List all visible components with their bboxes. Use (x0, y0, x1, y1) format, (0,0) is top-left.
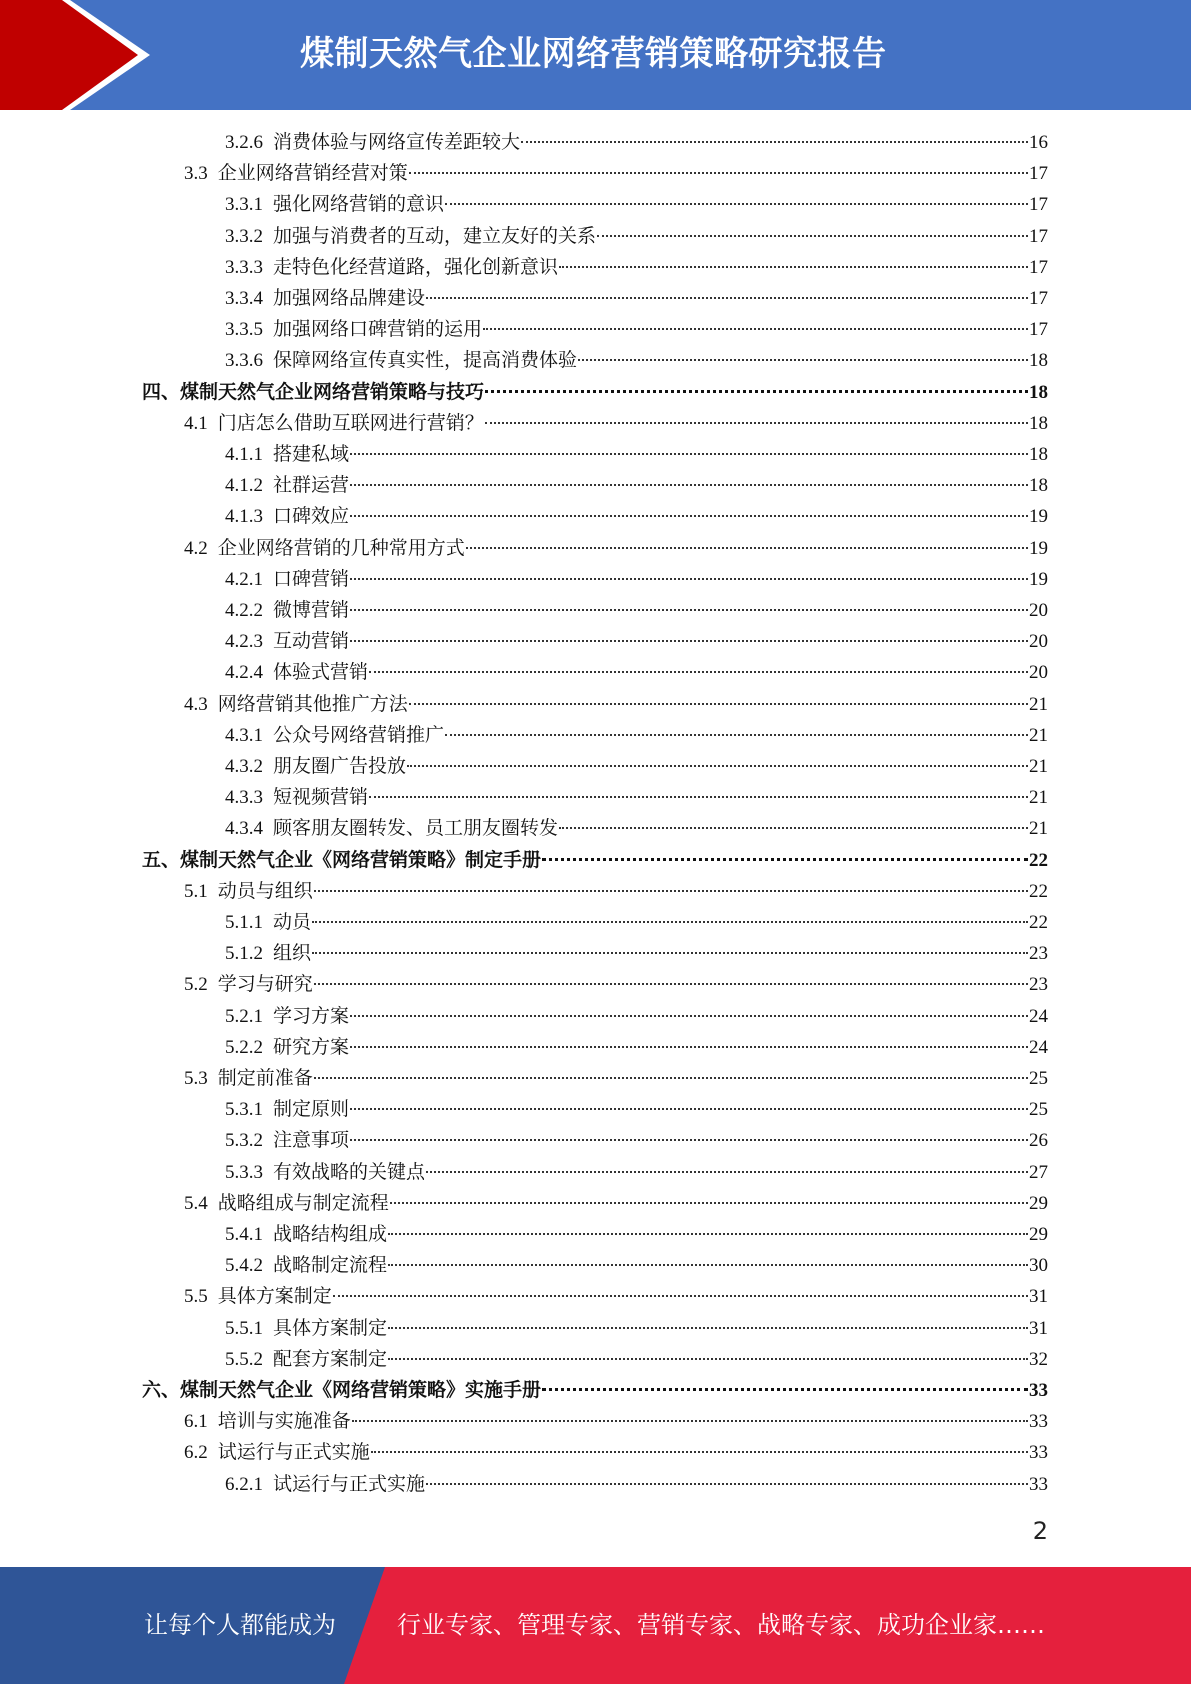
toc-entry-title: 口碑效应 (273, 506, 350, 528)
toc-entry[interactable] (184, 1437, 1048, 1468)
toc-entry-number: 4.1.1 (225, 444, 263, 465)
toc-entry[interactable] (184, 1063, 1048, 1094)
toc-entry-title: 五、煤制天然气企业《网络营销策略》制定手册 (142, 849, 542, 871)
toc-entry-number: 3.2.6 (225, 132, 263, 153)
toc-entry-page: 17 (1029, 225, 1048, 247)
toc-entry-page: 21 (1029, 724, 1048, 746)
toc-entry-page: 18 (1029, 444, 1048, 465)
toc-entry[interactable] (225, 1313, 1048, 1344)
footer-slogan-right: 行业专家、管理专家、营销专家、战略专家、成功企业家…… (397, 1611, 1045, 1639)
toc-entry-number: 5.4.1 (225, 1224, 263, 1245)
toc-entry[interactable] (225, 252, 1048, 283)
toc-entry-title: 社群运营 (273, 475, 350, 497)
toc-entry-title: 企业网络营销经营对策 (217, 163, 408, 185)
page-footer (0, 1567, 1191, 1684)
toc-entry-title: 消费体验与网络宣传差距较大 (273, 132, 521, 153)
toc-dot-leader (350, 1045, 1028, 1048)
toc-entry-page: 25 (1029, 1068, 1048, 1089)
toc-entry-number: 4.3.2 (225, 756, 263, 777)
toc-entry-number: 5.3 (184, 1068, 208, 1089)
header-arrow-decoration (0, 0, 150, 110)
toc-entry[interactable] (184, 1188, 1048, 1219)
toc-entry[interactable] (225, 751, 1048, 782)
toc-entry-number: 5.3.3 (225, 1161, 263, 1183)
toc-entry-number: 5.2.2 (225, 1036, 263, 1058)
toc-entry-title: 门店怎么借助互联网进行营销？ (217, 412, 484, 434)
toc-entry-title: 具体方案制定 (273, 1317, 388, 1339)
toc-entry[interactable] (225, 1032, 1048, 1063)
toc-entry-title: 有效战略的关键点 (273, 1161, 426, 1183)
toc-entry[interactable] (225, 1125, 1048, 1156)
toc-dot-leader (445, 733, 1028, 736)
toc-entry-title: 注意事项 (273, 1130, 350, 1152)
toc-entry-number: 3.3.2 (225, 225, 263, 247)
toc-entry-title: 试运行与正式实施 (273, 1473, 426, 1495)
toc-entry-page: 30 (1029, 1255, 1048, 1277)
toc-entry-page: 20 (1029, 600, 1048, 621)
toc-entry-page: 23 (1029, 943, 1048, 965)
toc-dot-leader (559, 826, 1028, 829)
toc-entry-page: 29 (1029, 1192, 1048, 1214)
toc-entry-number: 5.4 (184, 1192, 208, 1214)
toc-entry-page: 17 (1029, 319, 1048, 341)
toc-entry-number: 4.2.1 (225, 568, 263, 590)
toc-dot-leader (485, 421, 1028, 424)
toc-entry-page: 31 (1029, 1286, 1048, 1308)
toc-entry[interactable] (225, 626, 1048, 657)
toc-dot-leader (350, 483, 1028, 486)
toc-entry-title: 战略组成与制定流程 (217, 1192, 389, 1214)
footer-slogan-left: 让每个人都能成为 (144, 1611, 336, 1639)
toc-entry-title: 微博营销 (273, 600, 350, 621)
toc-entry[interactable] (225, 501, 1048, 532)
toc-dot-leader (314, 982, 1028, 985)
toc-entry-page: 33 (1029, 1411, 1048, 1433)
toc-entry-page: 16 (1029, 132, 1048, 153)
toc-entry-title: 加强与消费者的互动，建立友好的关系 (273, 225, 597, 247)
toc-entry-page: 33 (1029, 1473, 1048, 1495)
toc-dot-leader (369, 670, 1028, 673)
toc-entry-page: 20 (1029, 662, 1048, 684)
toc-dot-leader (409, 171, 1028, 174)
toc-entry-number: 4.3.3 (225, 787, 263, 809)
toc-entry-title: 口碑营销 (273, 568, 350, 590)
toc-entry-page: 22 (1029, 849, 1048, 871)
toc-dot-leader (371, 1450, 1028, 1453)
toc-dot-leader (521, 140, 1028, 143)
toc-dot-leader (483, 327, 1028, 330)
toc-entry-page: 25 (1029, 1099, 1048, 1121)
report-title: 煤制天然气企业网络营销策略研究报告 (300, 34, 887, 74)
toc-dot-leader (314, 889, 1028, 892)
toc-entry-number: 4.1 (184, 412, 208, 434)
toc-entry-title: 公众号网络营销推广 (273, 724, 445, 746)
toc-dot-leader (559, 265, 1028, 268)
toc-entry[interactable] (225, 1219, 1048, 1250)
toc-entry[interactable] (225, 595, 1048, 626)
toc-entry-number: 3.3.5 (225, 319, 263, 341)
toc-dot-leader (542, 1387, 1028, 1391)
toc-entry-number: 4.1.3 (225, 506, 263, 528)
toc-entry-title: 顾客朋友圈转发、员工朋友圈转发 (273, 818, 559, 840)
toc-entry-title: 研究方案 (273, 1036, 350, 1058)
toc-dot-leader (388, 1263, 1028, 1266)
toc-entry[interactable] (225, 1094, 1048, 1125)
toc-entry-title: 走特色化经营道路，强化创新意识 (273, 256, 559, 278)
toc-entry-page: 17 (1029, 288, 1048, 309)
toc-entry-title: 战略结构组成 (273, 1224, 388, 1245)
toc-entry-number: 6.2 (184, 1442, 208, 1464)
toc-entry[interactable] (225, 470, 1048, 501)
toc-entry-title: 动员 (273, 912, 312, 933)
toc-entry-number: 3.3.1 (225, 194, 263, 216)
toc-dot-leader (350, 1107, 1028, 1110)
toc-entry-title: 搭建私域 (273, 444, 350, 465)
toc-entry[interactable] (225, 1001, 1048, 1032)
toc-entry-title: 学习方案 (273, 1005, 350, 1027)
toc-entry-title: 体验式营销 (273, 662, 369, 684)
toc-entry-page: 22 (1029, 912, 1048, 933)
toc-entry-number: 6.2.1 (225, 1473, 263, 1495)
toc-entry[interactable] (225, 1157, 1048, 1188)
toc-entry-page: 19 (1029, 506, 1048, 528)
toc-dot-leader (350, 514, 1028, 517)
toc-dot-leader (333, 1294, 1028, 1297)
toc-entry-number: 4.2.2 (225, 600, 263, 621)
toc-entry-page: 21 (1029, 693, 1048, 715)
toc-entry[interactable] (184, 689, 1048, 720)
toc-entry-page: 23 (1029, 974, 1048, 996)
toc-entry[interactable] (142, 1375, 1048, 1406)
toc-dot-leader (426, 296, 1028, 299)
toc-dot-leader (485, 389, 1028, 393)
toc-entry-number: 5.4.2 (225, 1255, 263, 1277)
toc-entry[interactable] (184, 969, 1048, 1000)
toc-entry-page: 32 (1029, 1348, 1048, 1370)
toc-dot-leader (445, 202, 1028, 205)
toc-dot-leader (314, 1076, 1028, 1079)
toc-entry-title: 动员与组织 (217, 880, 313, 902)
toc-entry[interactable] (225, 938, 1048, 969)
toc-entry-title: 四、煤制天然气企业网络营销策略与技巧 (142, 381, 485, 403)
toc-entry-title: 具体方案制定 (217, 1286, 332, 1308)
toc-entry-title: 加强网络口碑营销的运用 (273, 319, 483, 341)
toc-entry-number: 4.1.2 (225, 475, 263, 497)
toc-dot-leader (350, 577, 1028, 580)
toc-dot-leader (388, 1357, 1028, 1360)
toc-entry-page: 24 (1029, 1036, 1048, 1058)
toc-entry[interactable] (225, 127, 1048, 158)
toc-entry-title: 保障网络宣传真实性，提高消费体验 (273, 350, 578, 372)
toc-entry-number: 3.3.6 (225, 350, 263, 372)
toc-entry[interactable] (184, 1281, 1048, 1312)
toc-dot-leader (350, 452, 1028, 455)
toc-entry-page: 18 (1029, 350, 1048, 372)
toc-entry-title: 培训与实施准备 (217, 1411, 351, 1433)
toc-entry-title: 互动营销 (273, 631, 350, 653)
toc-dot-leader (312, 951, 1028, 954)
toc-entry[interactable] (225, 813, 1048, 844)
toc-entry[interactable] (225, 439, 1048, 470)
toc-dot-leader (369, 795, 1028, 798)
toc-entry-number: 5.5.2 (225, 1348, 263, 1370)
toc-dot-leader (426, 1170, 1028, 1173)
toc-dot-leader (350, 1138, 1028, 1141)
toc-dot-leader (409, 702, 1028, 705)
toc-entry[interactable] (225, 564, 1048, 595)
toc-entry-page: 21 (1029, 756, 1048, 777)
toc-entry[interactable] (225, 1344, 1048, 1375)
toc-dot-leader (350, 608, 1028, 611)
toc-entry[interactable] (225, 907, 1048, 938)
toc-entry-number: 4.3.1 (225, 724, 263, 746)
toc-dot-leader (426, 1482, 1028, 1485)
toc-entry-page: 17 (1029, 256, 1048, 278)
toc-entry-page: 27 (1029, 1161, 1048, 1183)
toc-entry[interactable] (184, 158, 1048, 189)
toc-entry[interactable] (184, 533, 1048, 564)
toc-entry-title: 制定前准备 (217, 1068, 313, 1089)
toc-entry-page: 33 (1029, 1380, 1048, 1401)
toc-entry-title: 六、煤制天然气企业《网络营销策略》实施手册 (142, 1380, 542, 1401)
toc-entry[interactable] (142, 377, 1048, 408)
toc-entry-page: 17 (1029, 194, 1048, 216)
toc-entry[interactable] (225, 1469, 1048, 1500)
toc-entry[interactable] (225, 314, 1048, 345)
toc-entry[interactable] (225, 283, 1048, 314)
toc-entry-number: 4.2.4 (225, 662, 263, 684)
toc-entry[interactable] (225, 221, 1048, 252)
toc-entry-number: 5.5.1 (225, 1317, 263, 1339)
toc-entry-number: 5.1.1 (225, 912, 263, 933)
toc-entry-title: 强化网络营销的意识 (273, 194, 445, 216)
toc-entry-number: 5.3.1 (225, 1099, 263, 1121)
toc-entry-page: 24 (1029, 1005, 1048, 1027)
toc-dot-leader (578, 358, 1028, 361)
toc-entry-number: 5.1.2 (225, 943, 263, 965)
toc-entry-title: 配套方案制定 (273, 1348, 388, 1370)
toc-entry[interactable] (225, 1250, 1048, 1281)
toc-entry-title: 短视频营销 (273, 787, 369, 809)
toc-dot-leader (388, 1326, 1028, 1329)
toc-entry[interactable] (142, 845, 1048, 876)
toc-entry-title: 加强网络品牌建设 (273, 288, 426, 309)
toc-entry[interactable] (225, 345, 1048, 376)
toc-dot-leader (350, 639, 1028, 642)
toc-entry[interactable] (225, 657, 1048, 688)
toc-entry[interactable] (225, 782, 1048, 813)
toc-entry-page: 18 (1029, 381, 1048, 403)
toc-entry-page: 18 (1029, 412, 1048, 434)
toc-entry-number: 3.3 (184, 163, 208, 185)
toc-entry-title: 制定原则 (273, 1099, 350, 1121)
toc-entry[interactable] (225, 720, 1048, 751)
toc-entry-title: 战略制定流程 (273, 1255, 388, 1277)
toc-dot-leader (466, 546, 1028, 549)
toc-entry-number: 3.3.4 (225, 288, 263, 309)
toc-entry-title: 学习与研究 (217, 974, 313, 996)
toc-entry-page: 17 (1029, 163, 1048, 185)
toc-entry-page: 19 (1029, 568, 1048, 590)
toc-entry-page: 21 (1029, 818, 1048, 840)
toc-entry-page: 31 (1029, 1317, 1048, 1339)
toc-entry[interactable] (184, 1406, 1048, 1437)
toc-entry-number: 6.1 (184, 1411, 208, 1433)
toc-entry-number: 5.5 (184, 1286, 208, 1308)
toc-entry[interactable] (184, 408, 1048, 439)
toc-entry-number: 5.3.2 (225, 1130, 263, 1152)
toc-entry-page: 33 (1029, 1442, 1048, 1464)
toc-entry-number: 4.3.4 (225, 818, 263, 840)
toc-dot-leader (390, 1201, 1028, 1204)
toc-entry-page: 20 (1029, 631, 1048, 653)
page-header (0, 0, 1191, 110)
toc-dot-leader (597, 234, 1028, 237)
toc-entry-title: 朋友圈广告投放 (273, 756, 407, 777)
toc-entry-page: 29 (1029, 1224, 1048, 1245)
toc-entry-number: 5.2.1 (225, 1005, 263, 1027)
page-number: 2 (1032, 1517, 1048, 1545)
toc-entry[interactable] (184, 876, 1048, 907)
toc-entry-number: 3.3.3 (225, 256, 263, 278)
toc-entry-number: 5.1 (184, 880, 208, 902)
toc-dot-leader (352, 1419, 1028, 1422)
toc-entry-page: 19 (1029, 537, 1048, 559)
toc-dot-leader (542, 857, 1028, 861)
toc-entry-title: 试运行与正式实施 (217, 1442, 370, 1464)
toc-entry[interactable] (225, 189, 1048, 220)
toc-entry-title: 网络营销其他推广方法 (217, 693, 408, 715)
toc-entry-number: 4.2.3 (225, 631, 263, 653)
toc-entry-page: 26 (1029, 1130, 1048, 1152)
toc-entry-title: 企业网络营销的几种常用方式 (217, 537, 465, 559)
toc-dot-leader (407, 764, 1028, 767)
toc-dot-leader (312, 920, 1028, 923)
toc-dot-leader (388, 1232, 1028, 1235)
toc-entry-page: 21 (1029, 787, 1048, 809)
toc-entry-number: 4.2 (184, 537, 208, 559)
toc-entry-number: 4.3 (184, 693, 208, 715)
toc-dot-leader (350, 1014, 1028, 1017)
toc-entry-page: 22 (1029, 880, 1048, 902)
toc-entry-number: 5.2 (184, 974, 208, 996)
toc-entry-title: 组织 (273, 943, 312, 965)
toc-entry-page: 18 (1029, 475, 1048, 497)
